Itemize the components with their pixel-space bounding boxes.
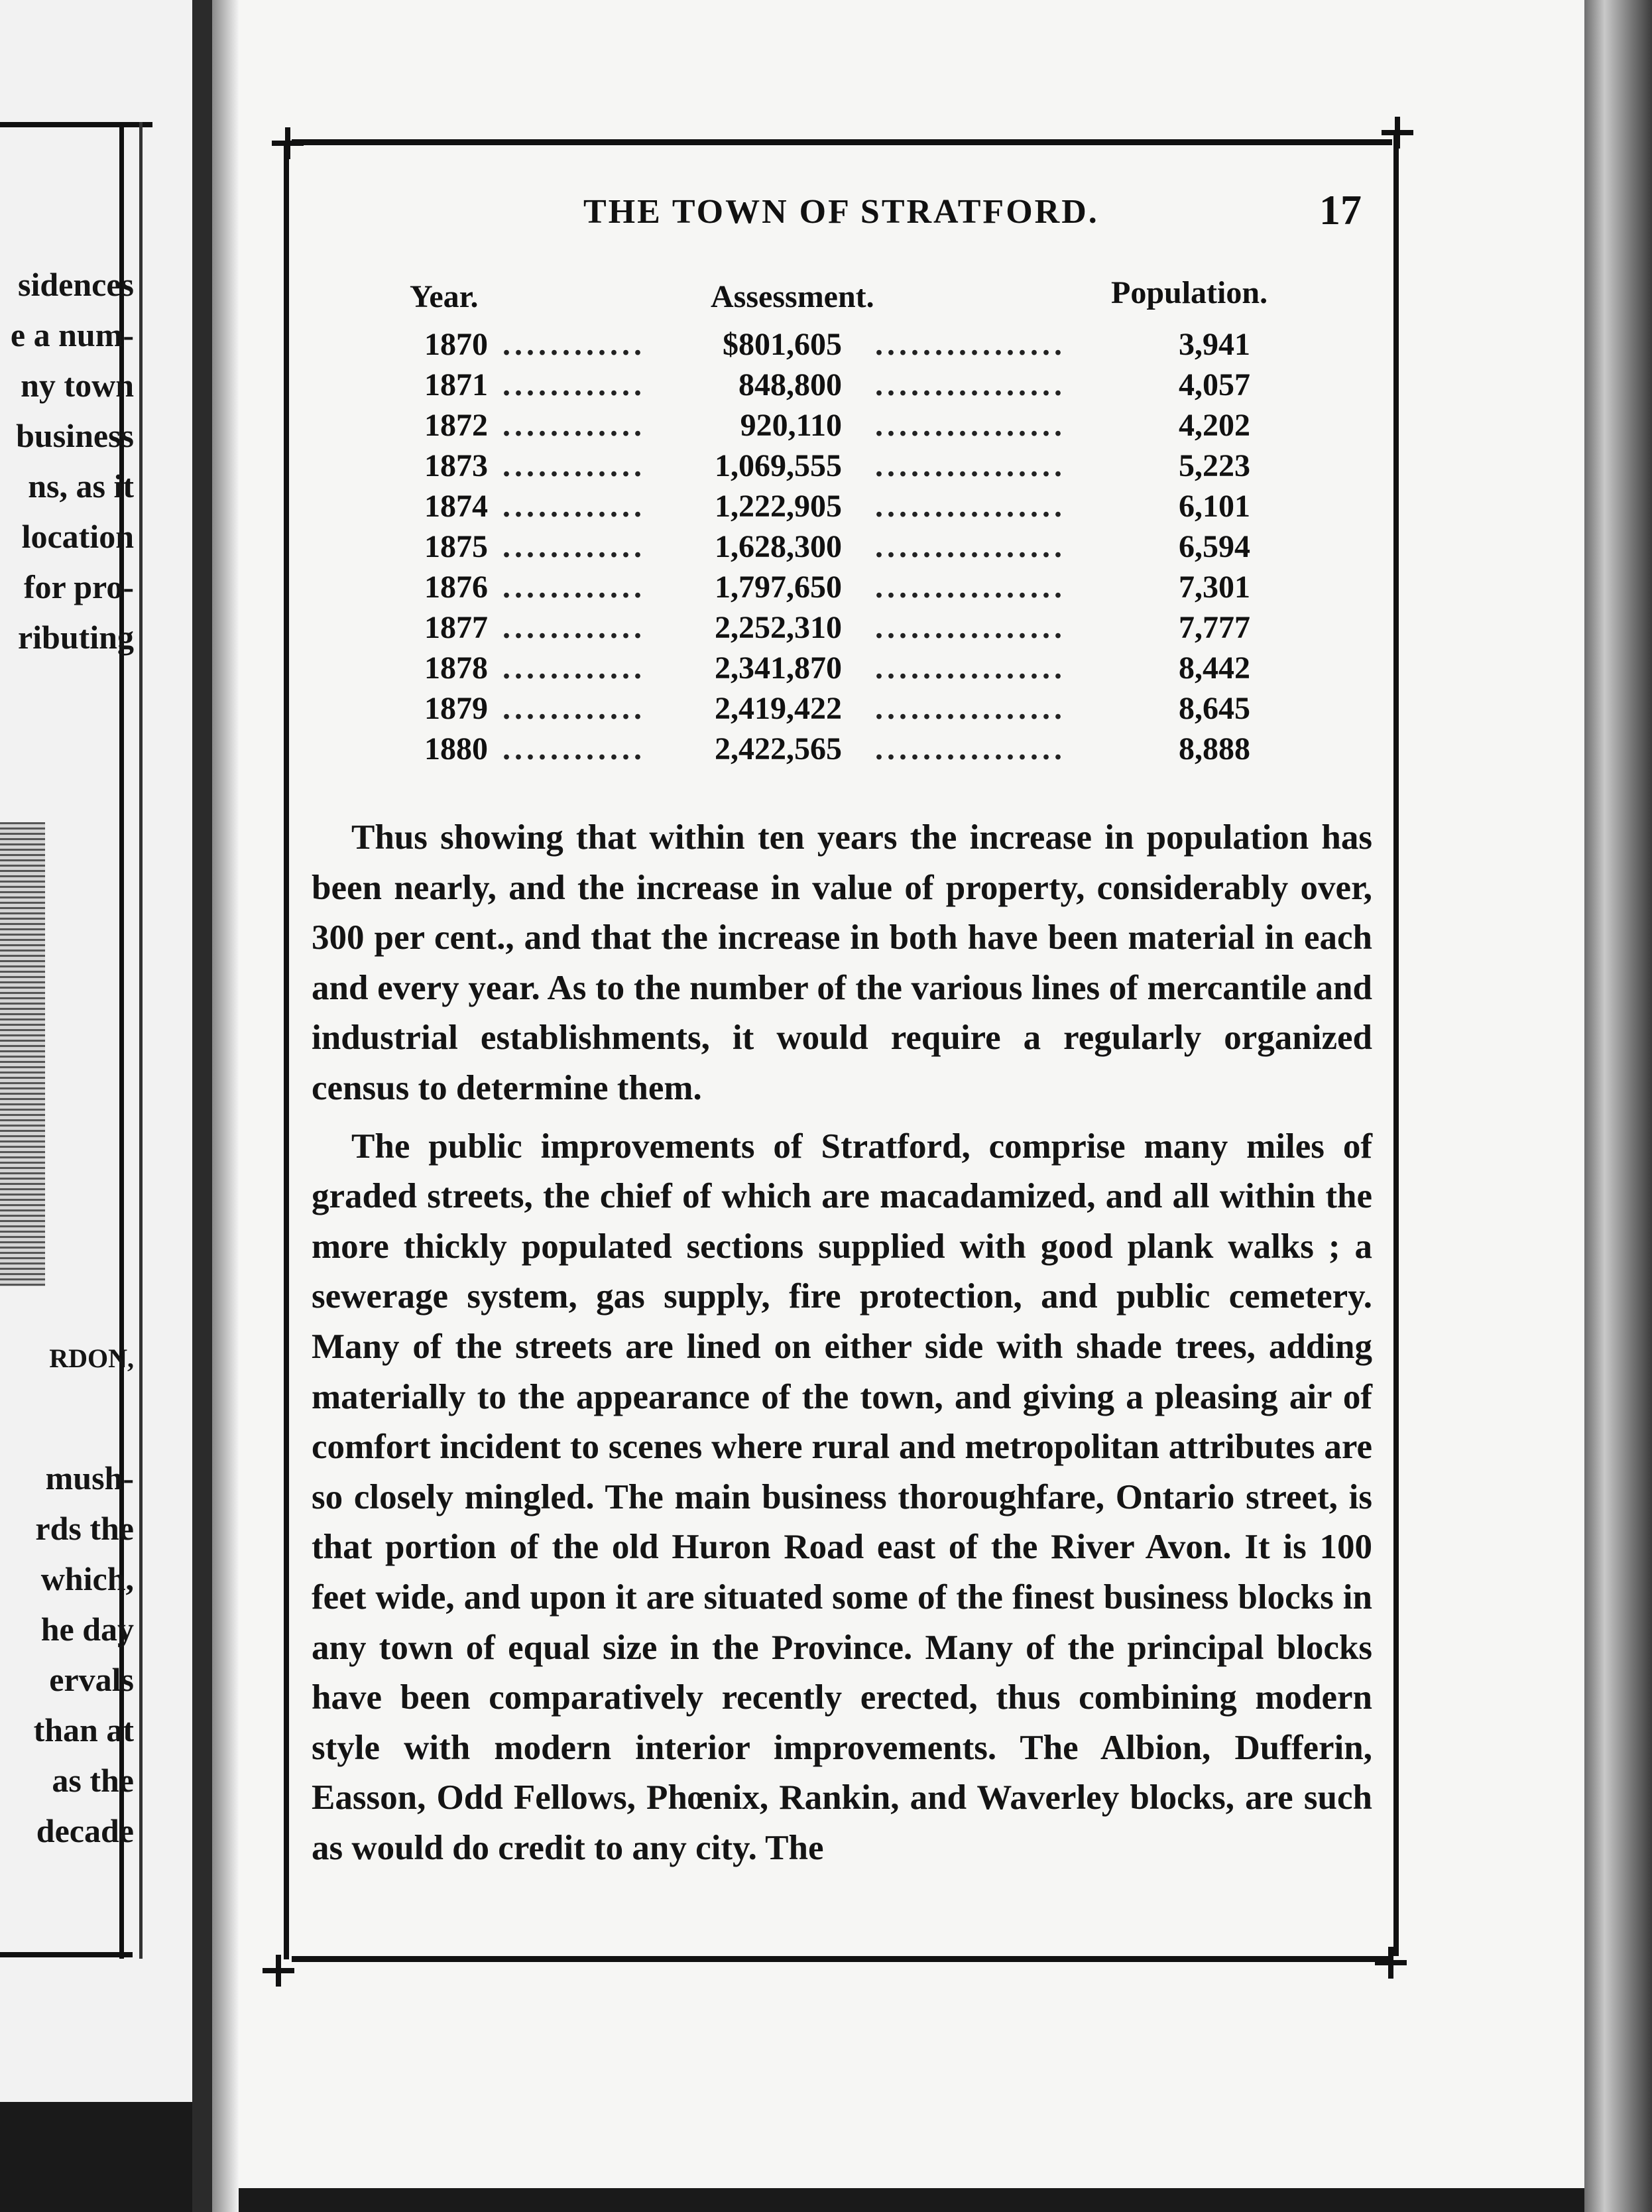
row-assessment: 1,069,555 (715, 448, 842, 483)
frame-top-rule (292, 139, 1392, 145)
left-line-8: ributing (17, 619, 134, 656)
table-row (411, 448, 1253, 487)
row-leader-dots: ................ (875, 408, 1066, 443)
frame-right-rule (1393, 133, 1399, 1956)
left-line-9: mush- (45, 1459, 134, 1497)
row-year: 1874 (424, 489, 488, 524)
row-assessment: 2,419,422 (715, 691, 842, 726)
row-leader-dots: ............ (502, 731, 646, 767)
row-assessment: 920,110 (740, 408, 842, 443)
row-population: 6,594 (1179, 529, 1250, 564)
row-assessment: 1,628,300 (715, 529, 842, 564)
table-row (411, 650, 1253, 690)
table-row (411, 569, 1253, 609)
left-frame-bottom-rule (0, 1952, 133, 1957)
row-assessment: 1,797,650 (715, 570, 842, 605)
left-line-14: than at (33, 1711, 134, 1749)
header-year: Year. (410, 279, 479, 314)
row-leader-dots: ............ (502, 570, 646, 605)
row-year: 1877 (424, 610, 488, 645)
table-row (411, 731, 1253, 770)
left-line-7: for pro- (23, 568, 134, 605)
left-line-2: e a num- (10, 316, 134, 353)
book-gutter (192, 0, 212, 2212)
engraving-fragment (0, 822, 45, 1286)
row-leader-dots: ................ (875, 529, 1066, 564)
table-row (411, 609, 1253, 649)
table-row (411, 407, 1253, 447)
row-leader-dots: ............ (502, 367, 646, 402)
table-row (411, 367, 1253, 406)
row-leader-dots: ............ (502, 489, 646, 524)
row-year: 1879 (424, 691, 488, 726)
row-leader-dots: ............ (502, 327, 646, 362)
row-leader-dots: ................ (875, 327, 1066, 362)
row-leader-dots: ................ (875, 650, 1066, 686)
row-leader-dots: ............ (502, 408, 646, 443)
row-assessment: $801,605 (723, 327, 842, 362)
table-row (411, 488, 1253, 528)
corner-cross-bottom-right-icon (1375, 1947, 1407, 1979)
left-caption: RDON, (49, 1343, 134, 1373)
header-population: Population. (1111, 275, 1268, 310)
left-frame-top-rule (0, 122, 152, 127)
left-frame-inner-rule (139, 122, 143, 1959)
row-year: 1876 (424, 570, 488, 605)
row-assessment: 2,252,310 (715, 610, 842, 645)
row-population: 3,941 (1179, 327, 1250, 362)
row-leader-dots: ................ (875, 691, 1066, 726)
corner-cross-top-left-icon (272, 127, 304, 159)
row-assessment: 848,800 (738, 367, 842, 402)
row-leader-dots: ............ (502, 448, 646, 483)
paragraph-2: The public improvements of Stratford, comprise many miles of graded streets, the chief of which are macadamized, and all within the more thickly populated sections supplied with good plank walks ; a sewerage system, gas supply, fire protection, and public cemetery. Many of the streets are lined on either side with shade trees, adding materially to the appearance of the town, and giving a pleasing air of comfort incident to scenes where rural and metropolitan attributes are so closely mingled. The main business thoroughfare, Ontario street, is that portion of the old Huron Road east of the River Avon. It is 100 feet wide, and upon it are situated some of the finest business blocks in any town of equal size in the Province. Many of the principal blocks have been comparatively recently erected, thus combining modern style with modern interior improvements. The Albion, Dufferin, Easson, Odd Fellows, Phœnix, Rankin, and Waverley blocks, are such as would do credit to any city. The (312, 1127, 1372, 1867)
row-population: 8,645 (1179, 691, 1250, 726)
corner-cross-top-right-icon (1382, 117, 1413, 149)
row-leader-dots: ................ (875, 570, 1066, 605)
row-year: 1870 (424, 327, 488, 362)
row-leader-dots: ................ (875, 610, 1066, 645)
row-assessment: 1,222,905 (715, 489, 842, 524)
row-year: 1873 (424, 448, 488, 483)
page-edge-stack (1584, 0, 1652, 2212)
row-leader-dots: ................ (875, 367, 1066, 402)
row-leader-dots: ............ (502, 691, 646, 726)
row-year: 1872 (424, 408, 488, 443)
left-line-15: as the (52, 1762, 134, 1799)
running-title: THE TOWN OF STRATFORD. (583, 193, 1099, 231)
row-population: 7,301 (1179, 570, 1250, 605)
row-population: 8,888 (1179, 731, 1250, 767)
row-population: 4,057 (1179, 367, 1250, 402)
gutter-shadow (212, 0, 239, 2212)
row-leader-dots: ............ (502, 650, 646, 686)
row-population: 7,777 (1179, 610, 1250, 645)
previous-page (0, 0, 192, 2102)
row-assessment: 2,422,565 (715, 731, 842, 767)
left-line-3: ny town (21, 367, 134, 404)
row-leader-dots: ................ (875, 489, 1066, 524)
left-line-16: decade (36, 1812, 134, 1849)
row-year: 1875 (424, 529, 488, 564)
left-line-12: he day (40, 1611, 134, 1648)
row-year: 1878 (424, 650, 488, 686)
row-population: 8,442 (1179, 650, 1250, 686)
table-row (411, 326, 1253, 366)
row-assessment: 2,341,870 (715, 650, 842, 686)
row-year: 1880 (424, 731, 488, 767)
table-row (411, 528, 1253, 568)
row-year: 1871 (424, 367, 488, 402)
corner-cross-bottom-left-icon (263, 1955, 294, 1987)
row-population: 4,202 (1179, 408, 1250, 443)
paragraph-1: Thus showing that within ten years the increase in population has been nearly, and the increase in value of property, considerably over, 300 per cent., and that the increase in both have been material in each and every year. As to the number of the various lines of mercantile and industrial establishments, it would require a regularly organized census to determine them. (312, 818, 1372, 1107)
row-leader-dots: ............ (502, 529, 646, 564)
left-line-11: which, (40, 1560, 134, 1597)
row-leader-dots: ............ (502, 610, 646, 645)
left-line-4: business (16, 417, 134, 454)
left-line-13: ervals (49, 1661, 134, 1698)
left-line-1: sidences (18, 266, 134, 303)
frame-bottom-rule (292, 1956, 1392, 1962)
page-number: 17 (1319, 186, 1362, 233)
body-text (312, 813, 1372, 1873)
row-population: 6,101 (1179, 489, 1250, 524)
header-assessment: Assessment. (711, 279, 874, 314)
row-leader-dots: ................ (875, 448, 1066, 483)
left-line-10: rds the (35, 1510, 134, 1547)
row-population: 5,223 (1179, 448, 1250, 483)
left-line-5: ns, as it (28, 467, 134, 505)
table-row (411, 690, 1253, 730)
row-leader-dots: ................ (875, 731, 1066, 767)
left-line-6: location (21, 518, 134, 555)
frame-left-rule (284, 143, 289, 1959)
